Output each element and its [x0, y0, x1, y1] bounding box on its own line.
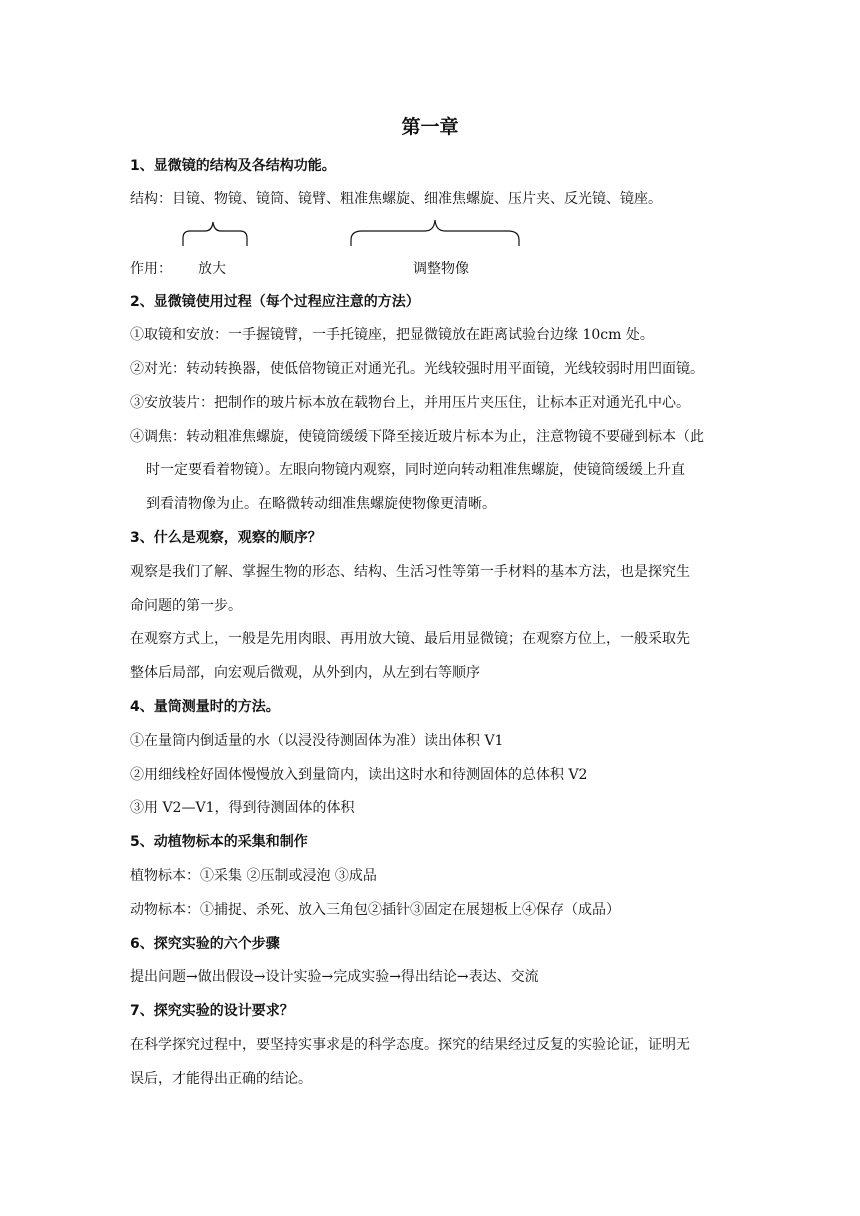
section-5-heading: 5、动植物标本的采集和制作	[130, 834, 308, 850]
section-3-paragraph: 观察是我们了解、掌握生物的形态、结构、生活习性等第一手材料的基本方法，也是探究生	[130, 564, 690, 580]
section-6-heading: 6、探究实验的六个步骤	[130, 936, 280, 952]
function-label: 作用：	[130, 261, 172, 277]
section-7-paragraph: 在科学探究过程中，要坚持实事求是的科学态度。探究的结果经过反复的实验论证，证明无	[130, 1037, 690, 1053]
adjust-brace	[351, 220, 519, 246]
magnify-label: 放大	[198, 261, 226, 277]
section-7-paragraph: 误后，才能得出正确的结论。	[130, 1071, 312, 1087]
section-2-step-4-cont: 时一定要看着物镜）。左眼向物镜内观察，同时逆向转动粗准焦螺旋，使镜筒缓缓上升直	[146, 462, 685, 478]
structure-line: 结构：目镜、物镜、镜筒、镜臂、粗准焦螺旋、细准焦螺旋、压片夹、反光镜、镜座。	[130, 191, 662, 207]
section-3-paragraph: 在观察方式上，一般是先用肉眼、再用放大镜、最后用显微镜；在观察方位上，一般采取先	[130, 631, 690, 647]
section-2-step-1: ①取镜和安放：一手握镜臂，一手托镜座，把显微镜放在距离试验台边缘 10cm 处。	[130, 327, 654, 343]
section-3-paragraph: 命问题的第一步。	[130, 598, 242, 614]
adjust-label: 调整物像	[413, 261, 469, 277]
section-4-step-2: ②用细线栓好固体慢慢放入到量筒内，读出这时水和待测固体的总体积 V2	[130, 767, 588, 783]
section-4-step-3: ③用 V2—V1，得到待测固体的体积	[130, 800, 355, 816]
section-4-step-1: ①在量筒内倒适量的水（以浸没待测固体为准）读出体积 V1	[130, 733, 504, 749]
section-2-heading: 2、显微镜使用过程（每个过程应注意的方法）	[130, 294, 420, 310]
section-4-heading: 4、量筒测量时的方法。	[130, 699, 280, 715]
section-1-heading: 1、显微镜的结构及各结构功能。	[130, 158, 336, 174]
section-7-heading: 7、探究实验的设计要求？	[130, 1003, 294, 1019]
section-3-paragraph: 整体后局部，向宏观后微观，从外到内，从左到右等顺序	[130, 665, 480, 681]
section-2-step-4-cont: 到看清物像为止。在略微转动细准焦螺旋使物像更清晰。	[146, 496, 496, 512]
plant-specimen-line: 植物标本：①采集 ②压制或浸泡 ③成品	[130, 868, 377, 884]
section-2-step-4: ④调焦：转动粗准焦螺旋，使镜筒缓缓下降至接近玻片标本为止，注意物镜不要碰到标本（此	[130, 429, 704, 445]
inquiry-steps-line: 提出问题→做出假设→设计实验→完成实验→得出结论→表达、交流	[130, 969, 539, 985]
magnify-brace	[183, 222, 247, 246]
section-2-step-3: ③安放装片：把制作的玻片标本放在载物台上，并用压片夹压住，让标本正对通光孔中心。	[130, 395, 690, 411]
chapter-title: 第一章	[401, 116, 459, 138]
section-2-step-2: ②对光：转动转换器，使低倍物镜正对通光孔。光线较强时用平面镜，光线较弱时用凹面镜。	[130, 361, 704, 377]
animal-specimen-line: 动物标本：①捕捉、杀死、放入三角包②插针③固定在展翅板上④保存（成品）	[130, 902, 620, 918]
section-3-heading: 3、什么是观察，观察的顺序？	[130, 530, 322, 546]
